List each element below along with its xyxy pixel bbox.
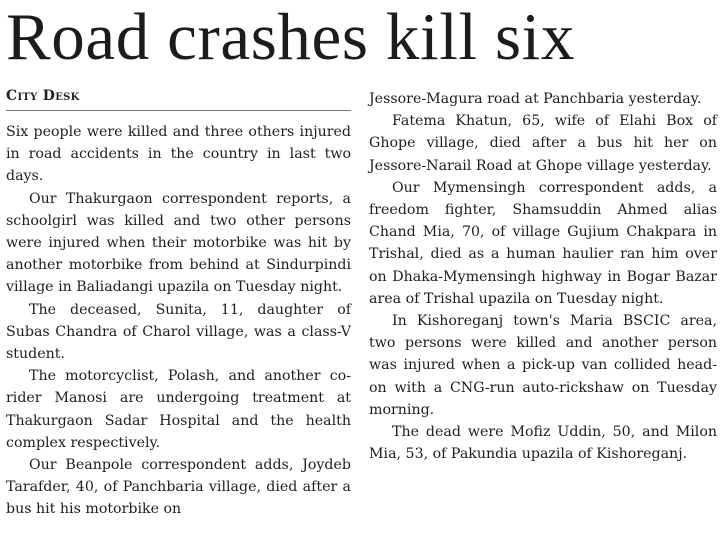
article-paragraph: The dead were Mofiz Uddin, 50, and Milon Mia, 53, of Pakundia upazila of Kishoreganj. xyxy=(369,424,717,463)
article-paragraph: The motorcyclist, Polash, and another co-rider Manosi are undergoing treatment at Thakurgaon Sadar Hospital and the health complex respectively. xyxy=(6,368,351,451)
article-paragraph: Our Beanpole correspondent adds, Joydeb Tarafder, 40, of Panchbaria village, died after a bus hit his motorbike on xyxy=(6,457,351,518)
article-paragraph: Six people were killed and three others injured in road accidents in the country in last two days. xyxy=(6,124,351,185)
article-paragraph: The deceased, Sunita, 11, daughter of Subas Chandra of Charol village, was a class-V student. xyxy=(6,301,351,363)
article-columns xyxy=(6,88,717,521)
headline: Road crashes kill six xyxy=(6,0,575,74)
article-paragraph: Our Mymensingh correspondent adds, a freedom fighter, Shamsuddin Ahmed alias Chand Mia, 70, of village Gujium Chakpara in Trishal, died as a human haulier ran him over on Dhaka-Mymensingh highway in Bogar Bazar area of Trishal upazila on Tuesday night. xyxy=(369,179,717,307)
right-column xyxy=(369,88,717,521)
article-paragraph: In Kishoreganj town's Maria BSCIC area, two persons were killed and another person was injured when a pick-up van collided head-on with a CNG-run auto-rickshaw on Tuesday morning. xyxy=(369,313,717,418)
article-paragraph: Our Thakurgaon correspondent reports, a schoolgirl was killed and two other persons were injured when their motorbike was hit by another motorbike from behind at Sindurpindi village in Baliadangi upazila on Tuesday night. xyxy=(6,190,351,296)
left-column xyxy=(6,88,351,521)
desk-label: City Desk xyxy=(6,88,351,111)
article-paragraph: Fatema Khatun, 65, wife of Elahi Box of Ghope village, died after a bus hit her on Jessore-Narail Road at Ghope village yesterday. xyxy=(369,113,717,174)
article-paragraph-continued: Jessore-Magura road at Panchbaria yesterday. xyxy=(369,91,702,107)
